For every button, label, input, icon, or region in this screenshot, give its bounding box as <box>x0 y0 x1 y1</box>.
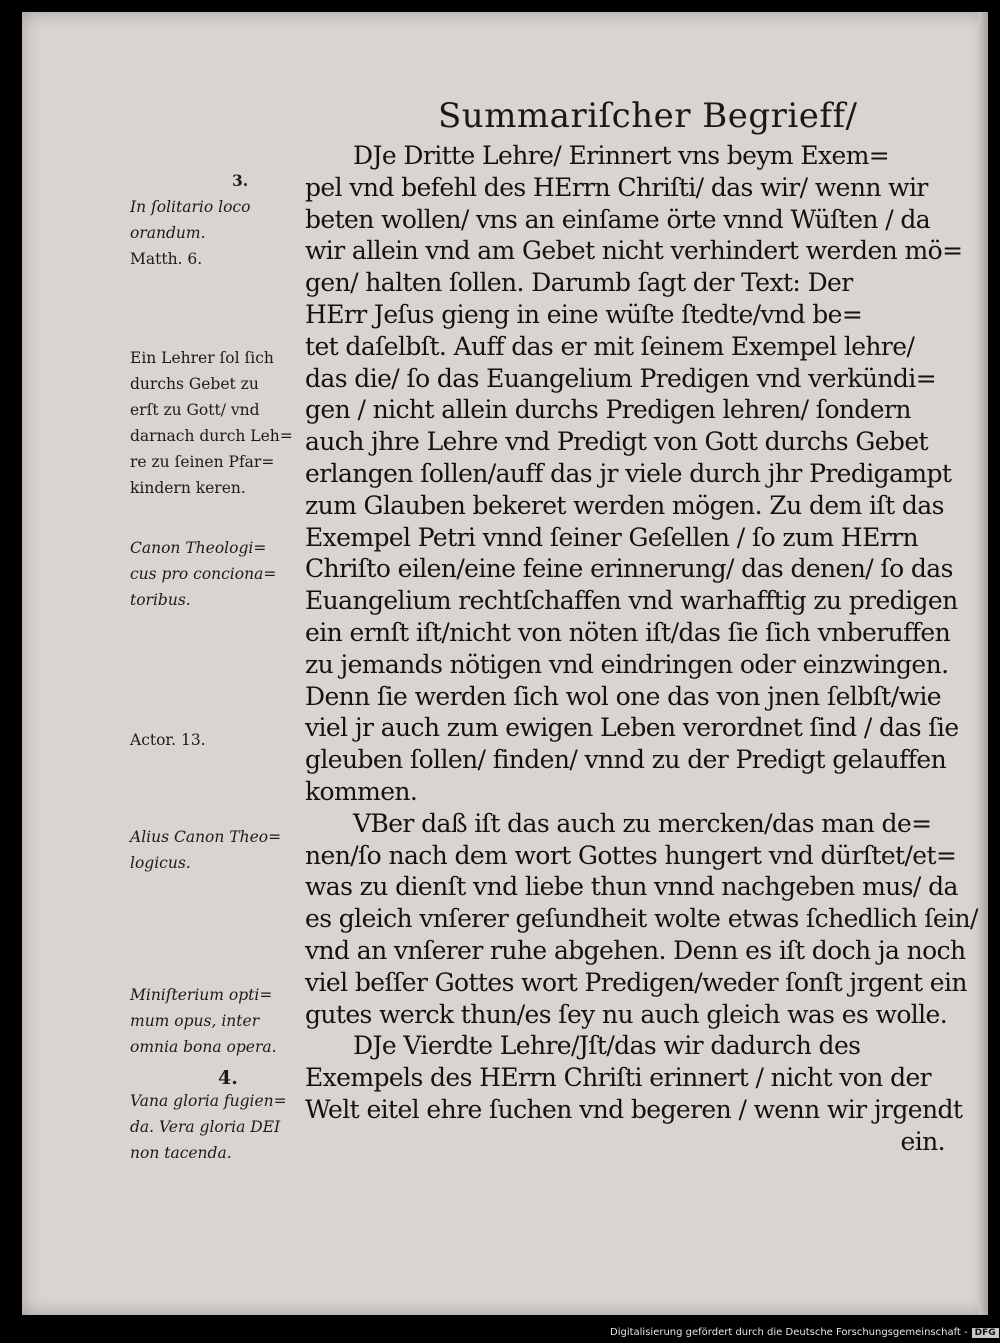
margin-note-line: erſt zu Gott/ vnd <box>130 401 260 419</box>
text-line: tet daſelbſt. Auff das er mit ſeinem Exempel lehre/ <box>305 331 915 361</box>
text-line: Exempels des HErrn Chriſti erinnert / nicht von der <box>305 1063 932 1093</box>
margin-note-line: durchs Gebet zu <box>130 375 259 393</box>
margin-note-line: non tacenda. <box>130 1144 232 1162</box>
margin-note-line: Alius Canon Theo= <box>130 828 282 846</box>
footer-text: Digitalisierung gefördert durch die Deutsche Forschungsgemeinschaft - <box>610 1327 968 1338</box>
margin-note-line: da. Vera gloria DEI <box>130 1118 281 1136</box>
text-line: es gleich vnſerer geſundheit wolte etwas ſchedlich ſein/ <box>305 904 978 934</box>
text-line: Exempel Petri vnnd ſeiner Geſellen / ſo zum HErrn <box>305 522 918 552</box>
catchword: ein. <box>900 1126 945 1156</box>
margin-note-line: 3. <box>232 171 249 190</box>
text-line: gleuben ſollen/ finden/ vnnd zu der Predigt gelauffen <box>305 745 947 775</box>
text-line: gen/ halten ſollen. Darumb ſagt der Text: Der <box>305 268 853 298</box>
text-line: Chriſto eilen/eine feine erinnerung/ das denen/ ſo das <box>305 554 953 584</box>
running-header: Summariſcher Begrieff/ <box>438 96 858 136</box>
margin-note-line: toribus. <box>130 591 191 609</box>
margin-note-line: re zu ſeinen Pfar= <box>130 453 275 471</box>
text-line: HErr Jeſus gieng in eine wüſte ſtedte/vnd be= <box>305 299 863 329</box>
funding-footer <box>610 1327 999 1338</box>
margin-note-line: kindern keren. <box>130 479 246 497</box>
margin-note-lehrer <box>130 345 310 501</box>
text-line: zum Glauben bekeret werden mögen. Zu dem iſt das <box>305 490 944 520</box>
text-line: was zu dienſt vnd liebe thun vnnd nachgeben mus/ da <box>305 872 958 902</box>
margin-note-ministerium <box>130 982 310 1060</box>
dfg-logo: DFG <box>972 1328 999 1338</box>
margin-note-line: Vana gloria fugien= <box>130 1092 287 1110</box>
margin-note-line: Actor. 13. <box>130 731 206 749</box>
text-line: Euangelium rechtſchaffen vnd warhafftig zu predigen <box>305 586 958 616</box>
margin-note-canon <box>130 535 310 613</box>
text-line: gen / nicht allein durchs Predigen lehren/ ſondern <box>305 395 911 425</box>
margin-note-line: darnach durch Leh= <box>130 427 293 445</box>
text-line: VBer daß iſt das auch zu mercken/das man de= <box>353 808 932 838</box>
text-line: auch jhre Lehre vnd Predigt von Gott durchs Gebet <box>305 427 928 457</box>
margin-note-line: Miniſterium opti= <box>130 986 273 1004</box>
body-text <box>305 140 978 1158</box>
margin-note-line: mum opus, inter <box>130 1012 260 1030</box>
margin-note-line: Canon Theologi= <box>130 539 267 557</box>
text-line: DJe Vierdte Lehre/Jſt/das wir dadurch des <box>353 1031 861 1061</box>
margin-note-line: orandum. <box>130 224 206 242</box>
text-line: Welt eitel ehre ſuchen vnd begeren / wenn wir jrgendt <box>305 1094 963 1124</box>
text-line: Denn ſie werden ſich wol one das von jnen ſelbſt/wie <box>305 681 941 711</box>
margin-note-line: logicus. <box>130 854 191 872</box>
margin-note-line: Matth. 6. <box>130 250 203 268</box>
text-line: zu jemands nötigen vnd eindringen oder einzwingen. <box>305 649 949 679</box>
margin-note-line: 4. <box>218 1067 238 1089</box>
text-line: beten wollen/ vns an einſame örte vnnd Wüſten / da <box>305 204 931 234</box>
margin-note-solitario <box>130 168 310 272</box>
margin-note-line: Ein Lehrer ſol ſich <box>130 349 274 367</box>
margin-note-line: omnia bona opera. <box>130 1038 277 1056</box>
text-line: nen/ſo nach dem wort Gottes hungert vnd dürſtet/et= <box>305 840 957 870</box>
text-line: wir allein vnd am Gebet nicht verhindert werden mö= <box>305 236 963 266</box>
text-line: erlangen ſollen/auff das jr viele durch jhr Predigampt <box>305 458 952 488</box>
margin-note-alius-canon <box>130 824 310 876</box>
text-line: kommen. <box>305 776 418 806</box>
margin-note-vana-gloria <box>130 1068 310 1166</box>
text-line: ein ernſt iſt/nicht von nöten iſt/das ſie ſich vnberuffen <box>305 617 951 647</box>
page-edge <box>978 12 988 1315</box>
text-line: pel vnd befehl des HErrn Chriſti/ das wir/ wenn wir <box>305 172 928 202</box>
margin-note-line: In ſolitario loco <box>130 198 251 216</box>
text-line: viel jr auch zum ewigen Leben verordnet ſind / das ſie <box>305 713 959 743</box>
margin-note-actor <box>130 727 310 753</box>
text-line: viel beſſer Gottes wort Predigen/weder ſonſt jrgent ein <box>305 967 967 997</box>
text-line: DJe Dritte Lehre/ Erinnert vns beym Exem= <box>353 141 890 170</box>
text-line: vnd an vnſerer ruhe abgehen. Denn es iſt doch ja noch <box>305 935 966 965</box>
text-line: gutes werck thun/es ſey nu auch gleich was es wolle. <box>305 999 948 1029</box>
text-line: das die/ ſo das Euangelium Predigen vnd verkündi= <box>305 363 937 393</box>
margin-note-line: cus pro conciona= <box>130 565 277 583</box>
